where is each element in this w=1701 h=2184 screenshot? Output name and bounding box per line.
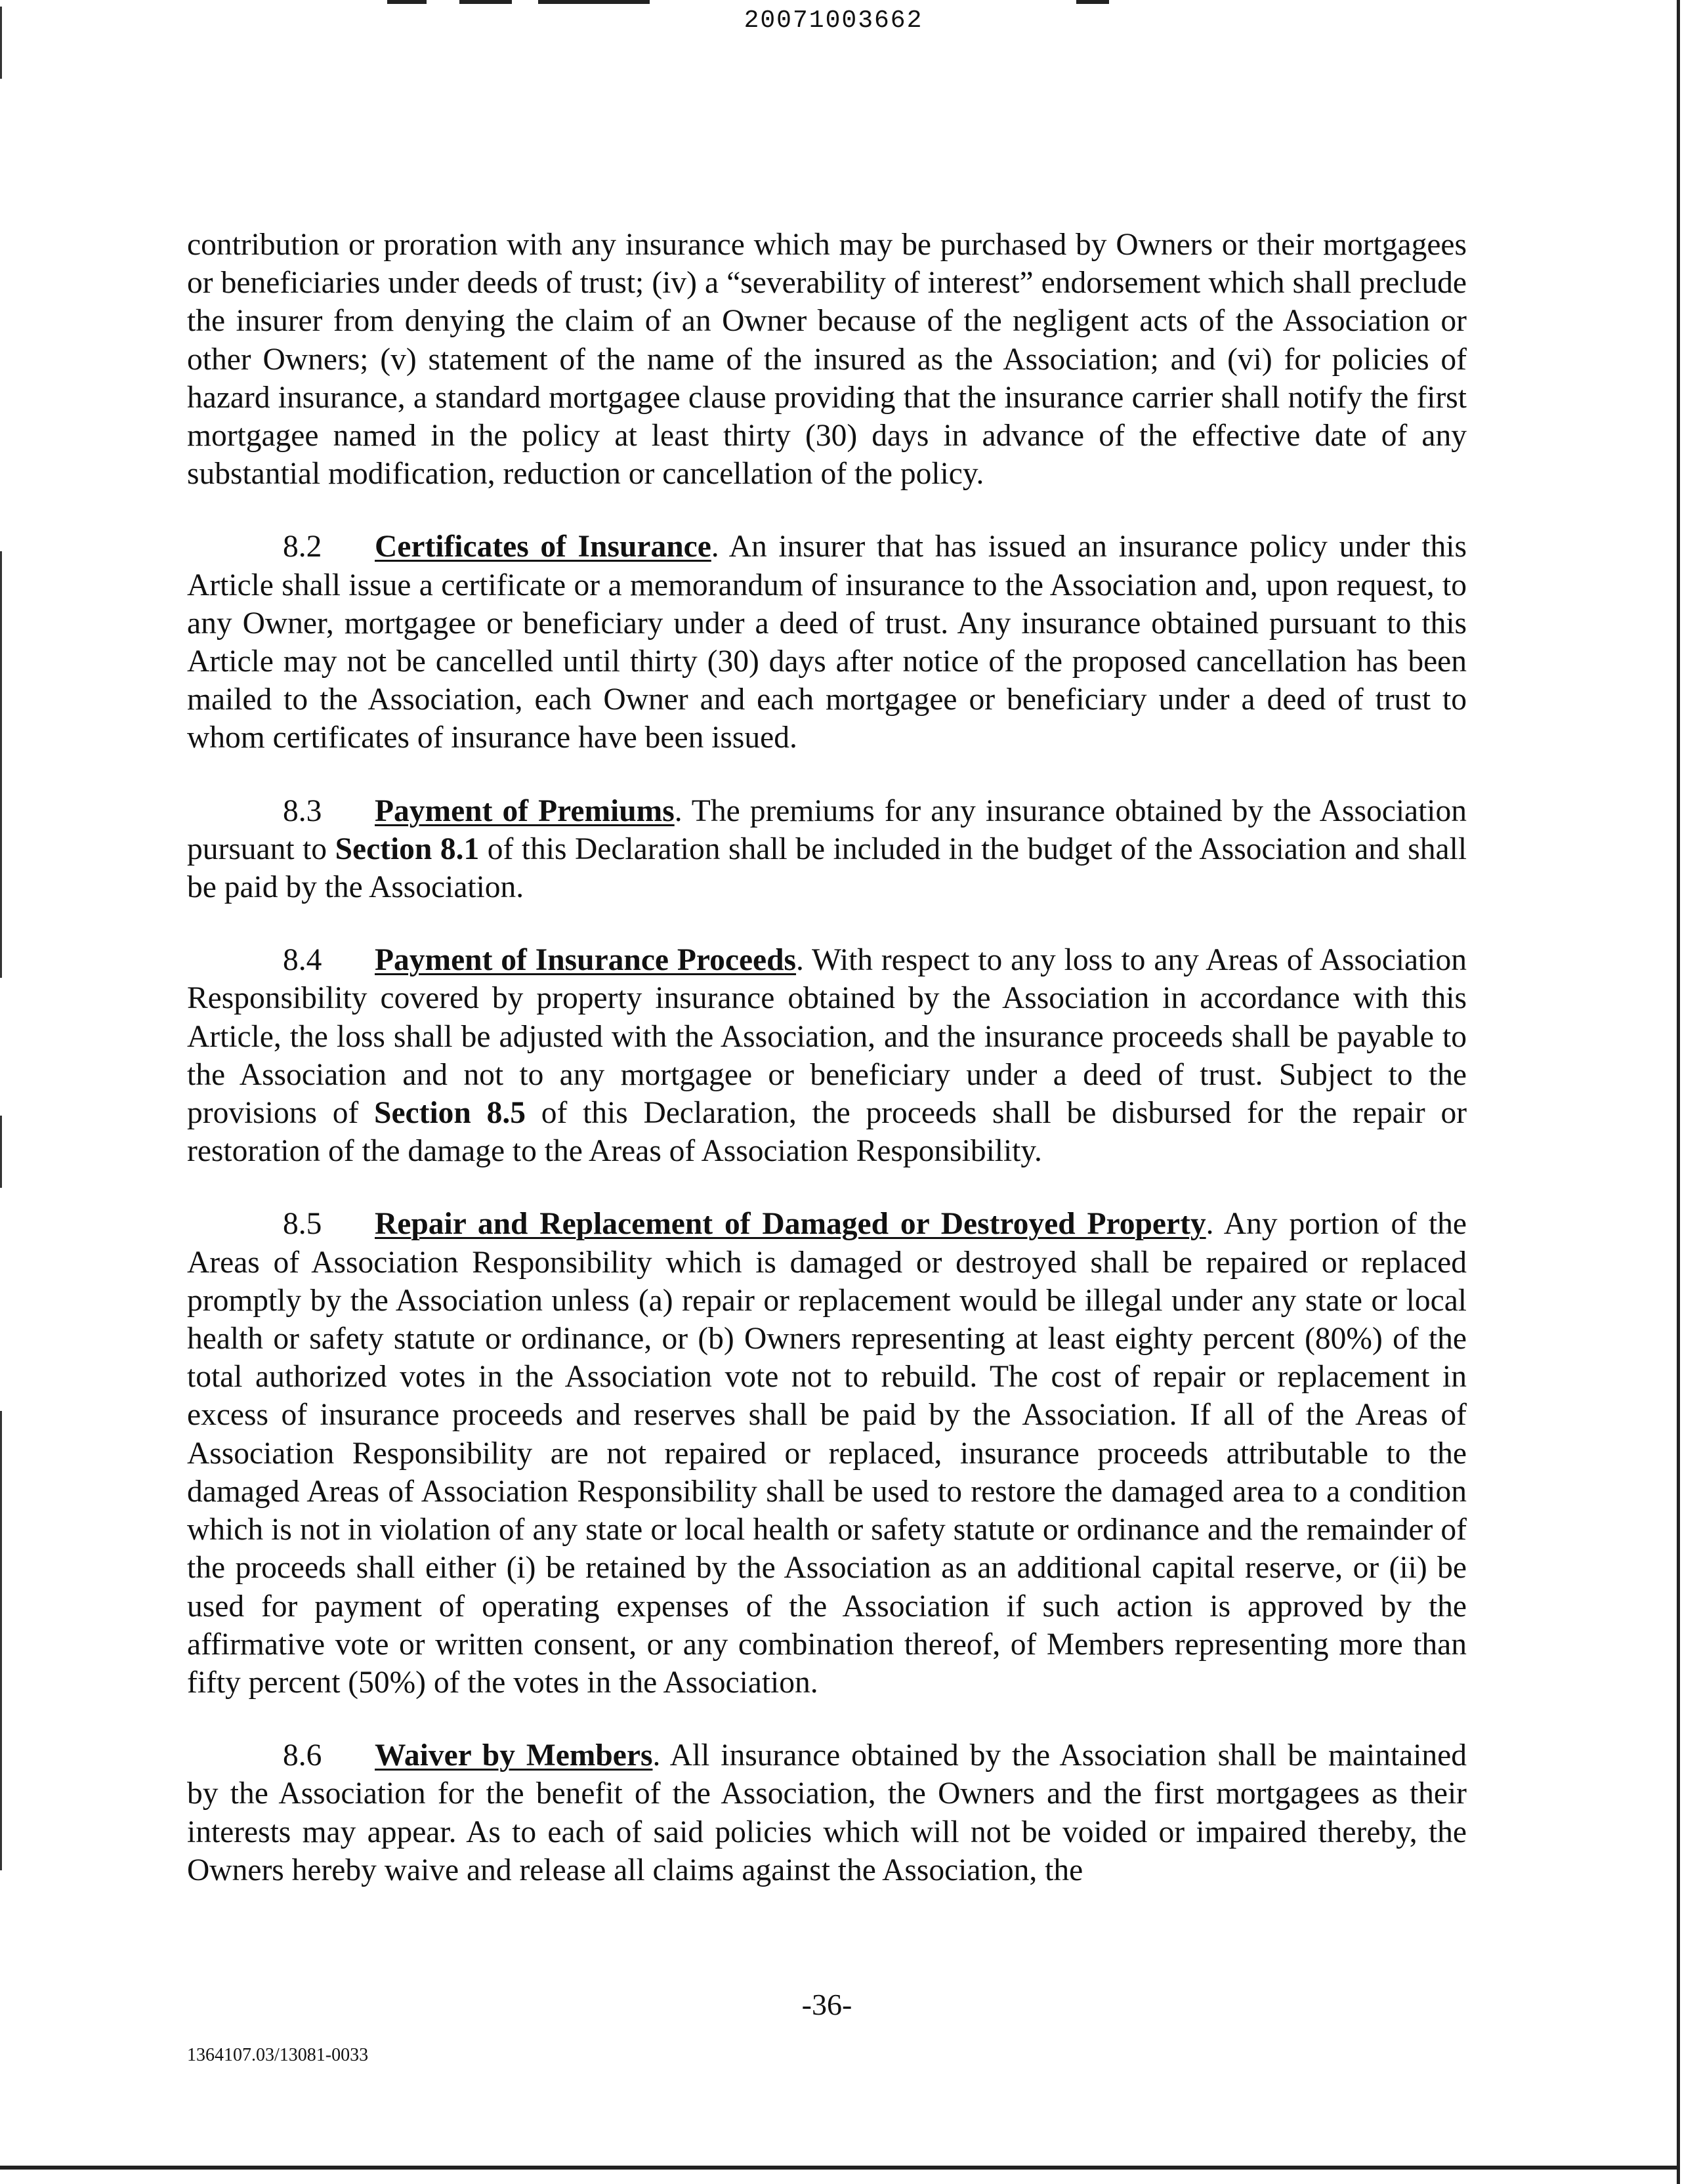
section-heading: Repair and Replacement of Damaged or Destroyed Property	[375, 1207, 1206, 1242]
scan-artifact	[538, 0, 650, 4]
section-number: 8.4	[283, 943, 322, 978]
section-number: 8.6	[283, 1738, 322, 1773]
section-reference: Section 8.5	[374, 1096, 526, 1131]
section-text: . All insurance obtained by the Association shall be maintained by the Association for the benefit of the Association, the Owners and the first mortgagees as their interests may appear. As to each of said policies which will not be voided or impaired thereby, the Owners hereby waive and release all claims against the Association, the	[187, 1738, 1467, 1887]
section-8-2	[187, 528, 1467, 757]
section-text: . With respect to any loss to any Areas of Association Responsibility covered by property insurance obtained by the Association in accordance with this Article, the loss shall be adjusted with the Association, and the insurance proceeds shall be payable to the Association and not to any mortgagee or beneficiary under a deed of trust. Subject to the provisions of	[187, 943, 1467, 1131]
paragraph-text: contribution or proration with any insurance which may be purchased by Owners or their mortgagees or beneficiaries under deeds of trust; (iv) a “severability of interest” endorsement which shall preclude the insurer from denying the claim of an Owner because of the negligent acts of the Association or other Owners; (v) statement of the name of the insured as the Association; and (vi) for policies of hazard insurance, a standard mortgagee clause providing that the insurance carrier shall notify the first mortgagee named in the policy at least thirty (30) days in advance of the effective date of any substantial modification, reduction or cancellation of the policy.	[187, 228, 1467, 492]
section-number: 8.3	[283, 793, 322, 828]
scan-artifact	[0, 1116, 2, 1188]
scan-edge-bottom	[0, 2166, 1680, 2170]
section-8-4	[187, 941, 1467, 1170]
body-text	[187, 226, 1467, 1924]
section-heading: Certificates of Insurance	[375, 530, 711, 564]
paragraph-continuation	[187, 226, 1467, 493]
section-number: 8.2	[283, 530, 322, 564]
section-8-3	[187, 792, 1467, 907]
scan-artifact	[0, 1411, 2, 1870]
scan-artifact	[0, 551, 2, 978]
section-8-6	[187, 1736, 1467, 1889]
scan-edge-right	[1677, 0, 1680, 2184]
file-identifier: 1364107.03/13081-0033	[187, 2045, 369, 2065]
section-heading: Payment of Insurance Proceeds	[375, 943, 797, 978]
section-text: . The premiums for any insurance obtained by the Association pursuant to	[187, 793, 1467, 866]
section-number: 8.5	[283, 1207, 322, 1242]
page-number: -36-	[801, 1988, 852, 2021]
section-heading: Waiver by Members	[375, 1738, 653, 1773]
section-text: of this Declaration shall be included in the budget of the Association and shall be paid by the Association.	[187, 831, 1467, 905]
section-heading: Payment of Premiums	[375, 793, 675, 828]
section-text: . An insurer that has issued an insurance policy under this Article shall issue a certificate or a memorandum of insurance to the Association and, upon request, to any Owner, mortgagee or beneficiary under a deed of trust. Any insurance obtained pursuant to this Article may not be cancelled until thirty (30) days after notice of the proposed cancellation has been mailed to the Association, each Owner and each mortgagee or beneficiary under a deed of trust to whom certificates of insurance have been issued.	[187, 530, 1467, 755]
section-text: . Any portion of the Areas of Association Responsibility which is damaged or destroyed shall be repaired or replaced promptly by the Association unless (a) repair or replacement would be illegal under any state or local health or safety statute or ordinance, or (b) Owners representing at least eighty percent (80%) of the total authorized votes in the Association vote not to rebuild. The cost of repair or replacement in excess of insurance proceeds and reserves shall be paid by the Association. If all of the Areas of Association Responsibility are not repaired or replaced, insurance proceeds attributable to the damaged Areas of Association Responsibility shall be used to restore the damaged area to a condition which is not in violation of any state or local health or safety statute or ordinance and the remainder of the proceeds shall either (i) be retained by the Association as an additional capital reserve, or (ii) be used for payment of operating expenses of the Association if such action is approved by the affirmative vote or written consent, or any combination thereof, of Members representing more than fifty percent (50%) of the votes in the Association.	[187, 1207, 1467, 1700]
scan-artifact	[387, 0, 427, 4]
scan-artifact	[1076, 0, 1109, 4]
section-text: of this Declaration, the proceeds shall be disbursed for the repair or restoration of the damage to the Areas of Association Responsibility.	[187, 1096, 1467, 1169]
document-number: 20071003662	[744, 7, 923, 35]
section-reference: Section 8.1	[335, 831, 480, 866]
section-8-5	[187, 1205, 1467, 1702]
scan-artifact	[459, 0, 512, 4]
